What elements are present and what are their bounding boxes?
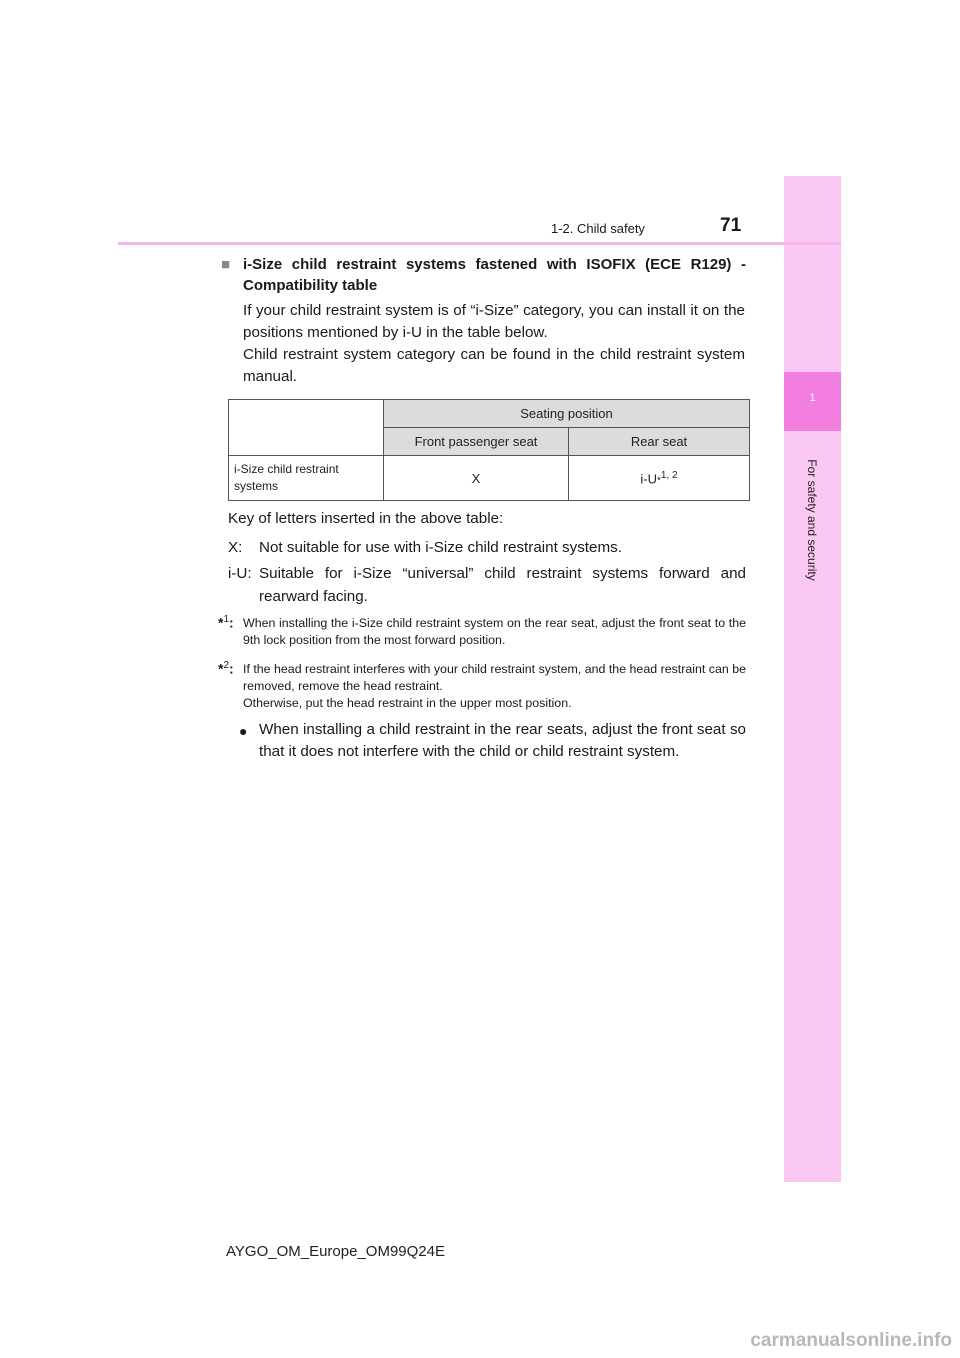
footnote-star: * (657, 475, 661, 487)
footnote-text: When installing the i-Size child restraint system on the rear seat, adjust the front seat to the 9th lock position from the most forward position. (243, 616, 746, 647)
rear-seat-header: Rear seat (569, 428, 750, 456)
footnote-marker: *$^1$: (218, 614, 234, 631)
rear-seat-value (569, 456, 750, 501)
header-divider (118, 242, 841, 245)
key-code: i-U: (228, 565, 252, 582)
rear-seat-code: i-U (640, 471, 657, 487)
footnote-ref: 1, 2 (660, 469, 678, 481)
table-row (229, 456, 750, 501)
row-label: i-Size child restraint systems (229, 456, 384, 501)
compatibility-table (228, 399, 750, 501)
round-bullet-icon: ● (239, 723, 248, 739)
page-number: 71 (720, 215, 742, 236)
seat-adjust-note (239, 719, 746, 763)
key-item-iu (228, 562, 746, 608)
category-paragraph: Child restraint system category can be found in the child restraint system manual. (243, 346, 745, 385)
watermark: carmanualsonline.info (750, 1330, 952, 1351)
chapter-number: 1 (809, 392, 816, 404)
key-meaning: Not suitable for use with i-Size child restraint systems. (259, 539, 622, 556)
intro-paragraph: If your child restraint system is of “i-Size” category, you can install it on the positions mentioned by i-U in the table below. (243, 302, 745, 341)
heading-text: i-Size child restraint systems fastened with ISOFIX (ECE R129) - Compatibility table (243, 256, 746, 294)
key-meaning: Suitable for i-Size “universal” child restraint systems forward and rearward facing. (259, 565, 746, 605)
seating-position-header: Seating position (384, 400, 750, 428)
footnote-1 (218, 615, 746, 649)
key-code: X: (228, 539, 243, 556)
square-bullet-icon: ■ (221, 256, 231, 273)
front-seat-header: Front passenger seat (384, 428, 569, 456)
table-corner-cell (229, 400, 384, 456)
front-seat-value: X (384, 456, 569, 501)
chapter-label: For safety and security (805, 459, 819, 581)
key-title: Key of letters inserted in the above table: (228, 510, 504, 527)
footnote-marker: *$^2$: (218, 660, 234, 677)
note-text: When installing a child restraint in the rear seats, adjust the front seat so that it does not interfere with the child or child restraint system. (259, 721, 746, 760)
footnote-2 (218, 661, 746, 712)
footnote-text: If the head restraint interferes with your child restraint system, and the head restraint can be removed, remove the head restraint. Otherwise, put the head restraint in the upper most position. (243, 662, 746, 710)
chapter-side-tab (784, 176, 841, 1182)
document-id: AYGO_OM_Europe_OM99Q24E (226, 1243, 445, 1260)
section-heading (221, 254, 746, 296)
section-title: 1-2. Child safety (551, 221, 645, 236)
key-item-x (228, 536, 746, 559)
